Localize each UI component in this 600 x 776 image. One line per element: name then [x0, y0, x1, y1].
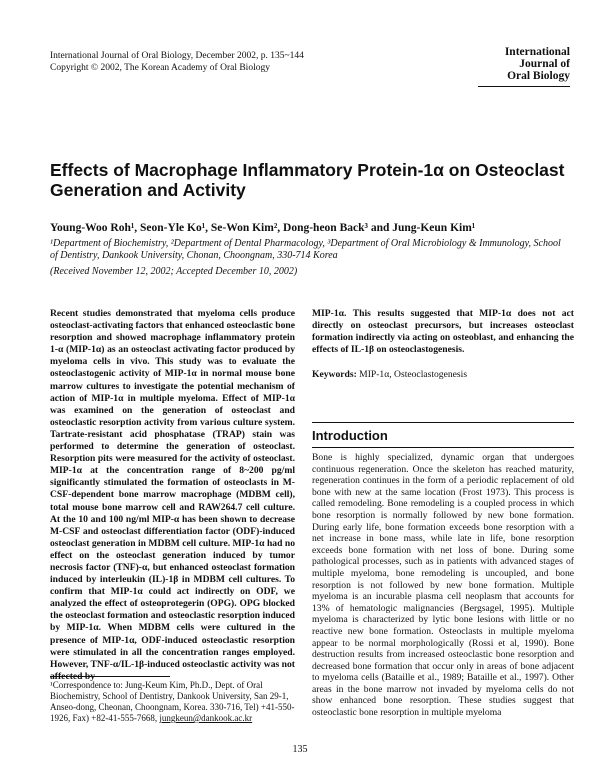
section-heading-introduction: Introduction [312, 422, 574, 448]
abstract-column-1: Recent studies demonstrated that myeloma cells produce osteoclast-activating factors that enhanced osteoclastic bone resorption and showed macrophage inflammatory protein 1-α (MIP-1α) as an osteoclast activating factor produced by myeloma cells in vivo. This study was to evaluate the osteoclastogenic activity of MIP-1α in normal mouse bone marrow cultures to investigate the potential mechanism of action of MIP-1α in multiple myeloma. Effect of MIP-1α was examined on the generation of osteoclast and osteoclastic resorption activity from various culture system. Tartrate-resistant acid phosphatase (TRAP) stain was performed to determine the generation of osteoclast. Resorption pits were measured for the activity of osteoclast. MIP-1α at the concentration range of 8~200 pg/ml significantly stimulated the formation of osteoclasts in M-CSF-dependent bone marrow macrophage (MDBM cell), total mouse bone marrow cell and RAW264.7 cell culture. At the 10 and 100 ng/ml MIP-α has been shown to decrease M-CSF and osteoclast differentiation factor (ODF)-induced osteoclast generation in MDBM cell culture. MIP-1α had no effect on the osteoclast generation induced by tumor necrosis factor (TNF)-α, but enhanced osteoclast formation induced by interleukin (IL)-1β in MDBM cell cultures. To confirm that MIP-1α could act indirectly on ODF, we analyzed the effect of osteoprotegerin (OPG). OPG blocked the osteoclast formation and osteoclastic resorption induced by MIP-1α. When MDBM cells were cultured in the presence of MIP-1α, ODF-induced osteoclastic resorption were stimulated in all the concentration ranges employed. However, TNF-α/IL-1β-induced osteoclastic activity was not affected by [50, 308, 295, 682]
introduction-text: Bone is highly specialized, dynamic organ that undergoes continuous regeneration. Once the skeleton has reached maturity, regeneration continues in the form of a periodic replacement of old bone with new at the same location (Frost 1973). This process is called remodeling. Bone remodeling is a coupled process in which bone resorption is normally followed by new bone formation. During early life, bone formation exceeds bone resorption with a net increase in bone mass, while late in life, bone resorption exceeds bone formation with net loss of bone. During some pathological processes, such as in patients with advanced stages of multiple myeloma, bone remodeling is uncoupled, and bone resorption is not followed by new bone formation. Multiple myeloma is an incurable plasma cell neoplasm that accounts for 13% of hematologic malignancies (Bergsagel, 1995). Multiple myeloma is characterized by lytic bone lesions with little or no reactive new bone formation. Osteoclasts in multiple myeloma appear to be normal morphologically (Rossi et al, 1990). Bone destruction results from increased osteoclastic bone resorption and decreased bone formation that occur only in areas of bone adjacent to myeloma cells (Bataille et al., 1989; Bataille et al., 1997). Other areas in the bone marrow not invaded by myeloma cells do not show enhanced bone resorption. These studies suggest that osteoclastic bone resorption in multiple myeloma [312, 452, 574, 719]
author-list: Young-Woo Roh¹, Seon-Yle Ko¹, Se-Won Kim², Dong-heon Back³ and Jung-Keun Kim¹ [50, 222, 476, 234]
keywords [312, 369, 574, 380]
keywords-text: MIP-1α, Osteoclastogenesis [359, 369, 468, 380]
footnote-text: ¹Correspondence to: Jung-Keum Kim, Ph.D., Dept. of Oral Biochemistry, School of Dentistry, Dankook University, San 29-1, Anseo-dong, Cheonan, Choongnam, Korea. 330-716, Tel) +41-550-1926, Fax) +82-41-555-7668, [50, 680, 295, 723]
page-number: 135 [292, 744, 308, 755]
journal-brand [478, 46, 570, 87]
article-title: Effects of Macrophage Inflammatory Protein-1α on Osteoclast Generation and Activity [50, 160, 565, 200]
brand-line-2: Journal of [519, 58, 570, 70]
email-link[interactable]: jungkeun@dankook.ac.kr [159, 713, 253, 723]
copyright-line: Copyright © 2002, The Korean Academy of Oral Biology [50, 63, 270, 73]
keywords-label: Keywords: [312, 369, 357, 380]
footnote-divider [50, 676, 170, 677]
brand-line-3: Oral Biology [507, 70, 570, 82]
brand-line-1: International [504, 46, 570, 58]
correspondence-footnote [50, 680, 295, 724]
affiliations: ¹Department of Biochemistry, ²Department of Dental Pharmacology, ³Department of Oral Microbiology & Immunology, School of Dentistry, Dankook University, Chonan, Choongnam, 330-714 Korea [50, 238, 561, 261]
journal-citation [50, 50, 304, 74]
abstract-column-2: MIP-1α. This results suggested that MIP-1α does not act directly on osteoclast precursors, but increases osteoclast formation indirectly via acting on osteoblast, and enhancing the effects of IL-1β on osteoclastogenesis. [312, 308, 574, 356]
citation-line: International Journal of Oral Biology, December 2002, p. 135~144 [50, 51, 304, 61]
received-dates: (Received November 12, 2002; Accepted December 10, 2002) [50, 266, 298, 277]
